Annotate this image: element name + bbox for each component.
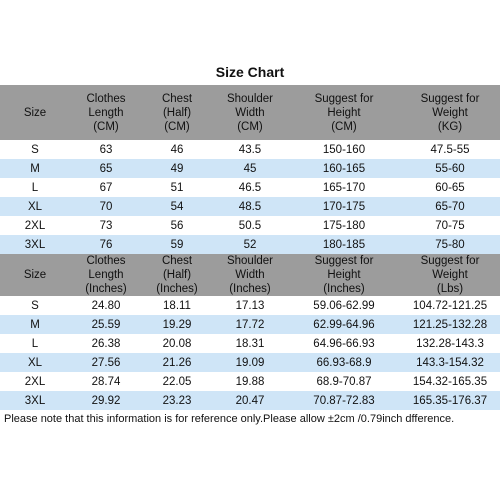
table-cell: 19.88 [212,372,288,391]
column-header-line: (Inches) [323,283,365,295]
table-row [0,140,500,159]
column-header-line: Length [88,106,124,119]
table-cell: 54 [142,197,212,216]
column-header [70,85,142,140]
table-cell: 23.23 [142,391,212,410]
column-header [212,85,288,140]
table-row [0,353,500,372]
table-cell: 59.06-62.99 [288,296,400,315]
table-cell: 150-160 [288,140,400,159]
column-header [400,254,500,296]
table-cell: 2XL [0,372,70,391]
table-cell: 43.5 [212,140,288,159]
table-cell: 70 [70,197,142,216]
chart-title: Size Chart [215,64,285,80]
table-cell: 20.08 [142,334,212,353]
cm-table-body [0,85,500,254]
column-header-line: Suggest for [314,255,374,267]
column-header-line: Suggest for [420,255,480,267]
table-row [0,178,500,197]
column-header [0,254,70,296]
table-cell: 73 [70,216,142,235]
table-row [0,315,500,334]
column-header-line: (Half) [162,269,192,281]
table-cell: 3XL [0,391,70,410]
column-header [400,85,500,140]
column-header [288,254,400,296]
column-header-line: Size [23,269,47,281]
column-header-line: Clothes [86,255,126,267]
column-header-line: (Half) [162,106,192,119]
column-header-line: Chest [161,92,193,105]
table-row [0,197,500,216]
table-cell: 46.5 [212,178,288,197]
table-cell: 47.5-55 [400,140,500,159]
table-cell: 154.32-165.35 [400,372,500,391]
table-cell: 20.47 [212,391,288,410]
column-header-line: Suggest for [420,92,480,105]
table-cell: 70-75 [400,216,500,235]
table-cell: 65 [70,159,142,178]
table-cell: 50.5 [212,216,288,235]
table-cell: 175-180 [288,216,400,235]
column-header-line: (Lbs) [436,283,464,295]
table-cell: L [0,178,70,197]
table-cell: 76 [70,235,142,254]
column-header-line: (KG) [437,120,463,133]
table-cell: S [0,140,70,159]
table-cell: 160-165 [288,159,400,178]
inch-table-body [0,254,500,410]
table-cell: 27.56 [70,353,142,372]
table-cell: 60-65 [400,178,500,197]
column-header [70,254,142,296]
table-cell: 64.96-66.93 [288,334,400,353]
table-cell: 70.87-72.83 [288,391,400,410]
column-header-line: Suggest for [314,92,374,105]
table-cell: 2XL [0,216,70,235]
table-cell: 46 [142,140,212,159]
column-header-line: Height [327,106,361,119]
table-cell: 21.26 [142,353,212,372]
table-cell: 62.99-64.96 [288,315,400,334]
reference-note: Please note that this information is for reference only.Please allow ±2cm /0.79inch dfference. [4,413,455,425]
column-header-line: Chest [161,255,193,267]
table-cell: M [0,315,70,334]
table-cell: 56 [142,216,212,235]
header-row [0,85,500,140]
table-cell: L [0,334,70,353]
table-cell: 55-60 [400,159,500,178]
table-cell: 24.80 [70,296,142,315]
table-row [0,159,500,178]
table-row [0,391,500,410]
table-cell: 143.3-154.32 [400,353,500,372]
column-header-line: (CM) [93,120,119,133]
table-cell: 22.05 [142,372,212,391]
column-header-line: Width [235,106,265,119]
header-row [0,254,500,296]
column-header [142,85,212,140]
table-row [0,216,500,235]
column-header-line: Weight [432,106,468,119]
column-header-line: Width [235,269,265,281]
table-row [0,235,500,254]
table-cell: 65-70 [400,197,500,216]
table-cell: 45 [212,159,288,178]
table-cell: S [0,296,70,315]
column-header-line: (CM) [237,120,263,133]
column-header [288,85,400,140]
table-cell: 165.35-176.37 [400,391,500,410]
column-header-line: Length [88,269,124,281]
table-cell: 52 [212,235,288,254]
table-cell: 67 [70,178,142,197]
table-cell: 29.92 [70,391,142,410]
table-cell: XL [0,353,70,372]
table-row [0,372,500,391]
inch-size-table [0,254,500,410]
table-cell: 68.9-70.87 [288,372,400,391]
table-cell: 17.72 [212,315,288,334]
table-cell: 18.31 [212,334,288,353]
column-header [142,254,212,296]
table-cell: 75-80 [400,235,500,254]
column-header [0,85,70,140]
table-cell: 25.59 [70,315,142,334]
table-cell: 28.74 [70,372,142,391]
column-header-line: Weight [432,269,468,281]
table-cell: 19.09 [212,353,288,372]
table-cell: 59 [142,235,212,254]
column-header-line: (Inches) [229,283,271,295]
table-cell: 51 [142,178,212,197]
column-header-line: Shoulder [226,92,274,105]
table-cell: 49 [142,159,212,178]
table-cell: 121.25-132.28 [400,315,500,334]
column-header-line: Size [23,106,47,119]
table-cell: 132.28-143.3 [400,334,500,353]
column-header-line: (CM) [331,120,357,133]
table-cell: 18.11 [142,296,212,315]
table-cell: 17.13 [212,296,288,315]
table-cell: 170-175 [288,197,400,216]
table-row [0,296,500,315]
table-cell: M [0,159,70,178]
table-cell: 63 [70,140,142,159]
cm-size-table [0,85,500,254]
column-header-line: (Inches) [156,283,198,295]
table-cell: 3XL [0,235,70,254]
table-cell: 26.38 [70,334,142,353]
column-header-line: (CM) [164,120,190,133]
table-cell: 104.72-121.25 [400,296,500,315]
column-header-line: (Inches) [85,283,127,295]
column-header [212,254,288,296]
table-cell: 180-185 [288,235,400,254]
column-header-line: Clothes [86,92,126,105]
table-cell: 19.29 [142,315,212,334]
column-header-line: Shoulder [226,255,274,267]
table-cell: XL [0,197,70,216]
table-cell: 165-170 [288,178,400,197]
table-row [0,334,500,353]
column-header-line: Height [327,269,361,281]
table-cell: 48.5 [212,197,288,216]
table-cell: 66.93-68.9 [288,353,400,372]
